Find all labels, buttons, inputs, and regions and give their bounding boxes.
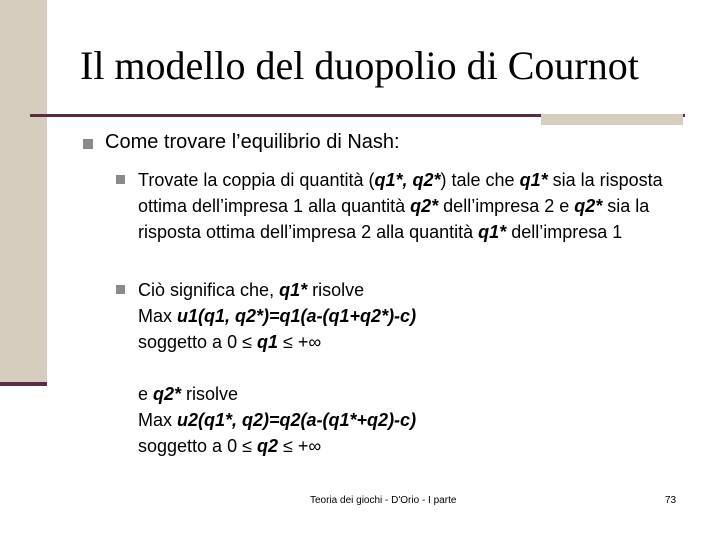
bullet-square-icon <box>83 139 93 149</box>
text: , <box>402 170 413 190</box>
text: ) tale che <box>440 170 520 190</box>
text: Trovate la coppia di quantità ( <box>138 170 375 190</box>
constraint-label: soggetto a 0 ≤ <box>138 436 257 456</box>
var-q2-star: q2* <box>153 384 182 404</box>
footer-text: Teoria dei giochi - D'Orio - I parte <box>310 495 457 506</box>
constraint-bound: ≤ +∞ <box>277 332 322 352</box>
text: sia la risposta ottima dell’impresa 1 alla quantità <box>138 170 663 216</box>
constraint-firm1 <box>138 329 678 355</box>
var-q2-star: q2* <box>412 170 441 190</box>
max-expression-firm1 <box>138 303 678 329</box>
text: dell’impresa 2 e <box>438 196 575 216</box>
var-q2: q2 <box>256 436 278 456</box>
var-q1: q1 <box>256 332 278 352</box>
page-number: 73 <box>665 495 677 506</box>
text: dell’impresa 1 <box>506 222 623 242</box>
constraint-bound: ≤ +∞ <box>277 436 322 456</box>
max-label: Max <box>138 410 178 430</box>
bullet-square-icon <box>116 175 125 184</box>
text-line <box>138 277 678 303</box>
var-q1-star: q1* <box>478 222 507 242</box>
var-q1-star: q1* <box>279 280 308 300</box>
utility-expression: u1(q1, q2*)=q1(a-(q1+q2*)-c) <box>177 306 417 326</box>
constraint-firm2 <box>138 433 678 459</box>
text: Ciò significa che, <box>138 280 280 300</box>
decorative-left-bar <box>0 0 47 384</box>
text-line <box>138 381 678 407</box>
text: e <box>138 384 154 404</box>
slide-title: Il modello del duopolio di Cournot <box>80 43 639 88</box>
sub-bullet-equilibrium <box>138 167 678 245</box>
text: risolve <box>307 280 365 300</box>
text: risolve <box>181 384 239 404</box>
max-expression-firm2 <box>138 407 678 433</box>
firm2-problem <box>138 381 678 459</box>
utility-expression: u2(q1*, q2)=q2(a-(q1*+q2)-c) <box>177 410 417 430</box>
decorative-left-bar-edge <box>0 382 47 386</box>
title-underline-accent <box>541 114 683 125</box>
var-q1-star: q1* <box>519 170 548 190</box>
text: sia la risposta ottima dell’impresa 2 alla quantità <box>138 196 650 242</box>
var-q1-star: q1* <box>374 170 403 190</box>
sub-bullet-firm1-problem <box>138 277 678 355</box>
var-q2-star: q2* <box>574 196 603 216</box>
constraint-label: soggetto a 0 ≤ <box>138 332 257 352</box>
max-label: Max <box>138 306 178 326</box>
bullet-main: Come trovare l’equilibrio di Nash: <box>105 131 400 153</box>
bullet-square-icon <box>116 285 125 294</box>
var-q2-star: q2* <box>410 196 439 216</box>
